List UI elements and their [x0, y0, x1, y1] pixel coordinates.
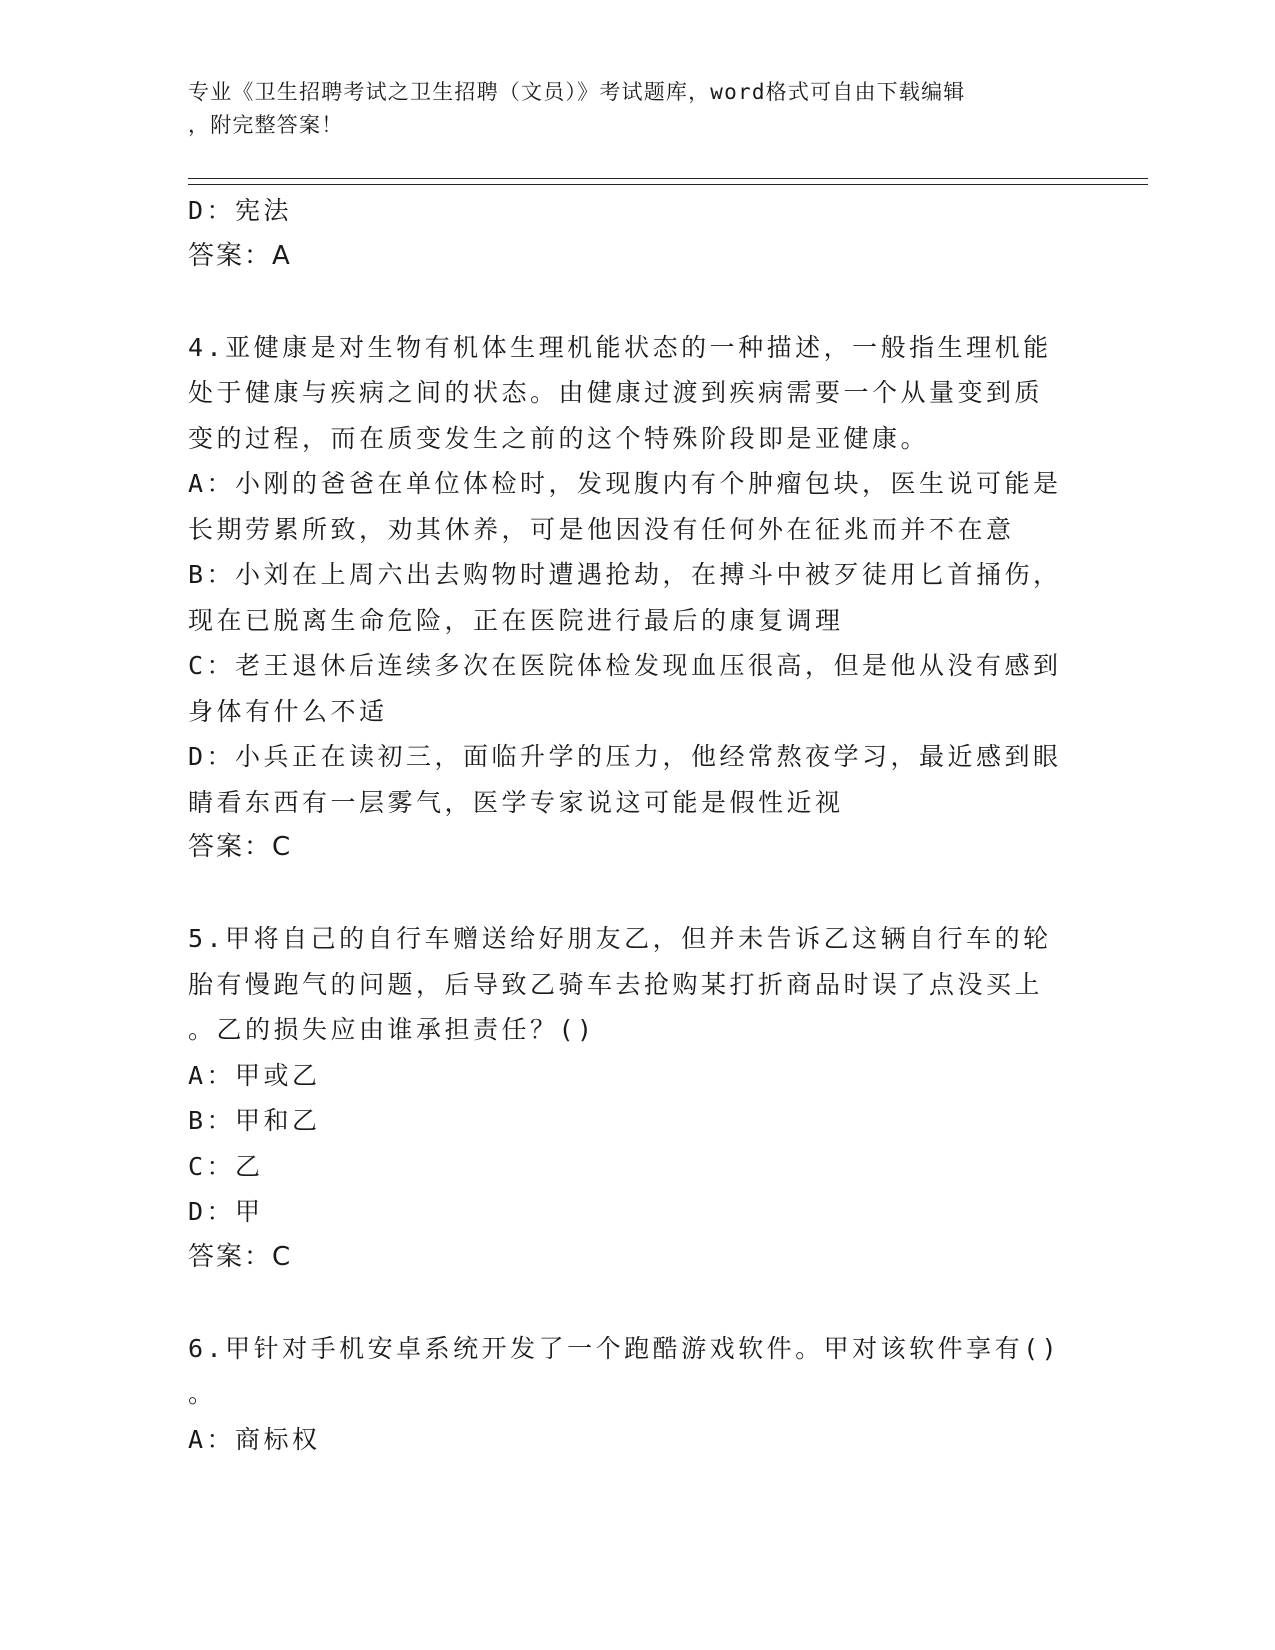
q4-option-b: 现在已脱离生命危险，正在医院进行最后的康复调理	[188, 605, 844, 635]
q5-option-c: C：乙	[188, 1151, 264, 1181]
question-4	[188, 325, 1068, 871]
q4-option-b: B：小刘在上周六出去购物时遭遇抢劫，在搏斗中被歹徒用匕首捅伤，	[188, 560, 1062, 589]
q4-option-d: 睛看东西有一层雾气，医学专家说这可能是假性近视	[188, 787, 844, 817]
q3-option-d: D：宪法	[188, 196, 293, 225]
q6-option-a: A：商标权	[188, 1424, 321, 1454]
q5-stem-line: 。乙的损失应由谁承担责任？()	[188, 1015, 596, 1044]
q4-stem-line: 4.亚健康是对生物有机体生理机能状态的一种描述，一般指生理机能	[188, 332, 1052, 362]
header-double-rule	[188, 178, 1148, 185]
q4-option-c: 身体有什么不适	[188, 696, 388, 726]
question-6	[188, 1326, 1068, 1463]
spacer	[188, 279, 1068, 325]
q4-answer: 答案：C	[188, 832, 293, 862]
question-5	[188, 916, 1068, 1280]
q4-option-c: C：老王退休后连续多次在医院体检发现血压很高，但是他从没有感到	[188, 651, 1062, 680]
q4-option-a: 长期劳累所致，劝其休养，可是他因没有任何外在征兆而并不在意	[188, 514, 1015, 544]
q4-stem-line: 处于健康与疾病之间的状态。由健康过渡到疾病需要一个从量变到质	[188, 378, 1044, 407]
q5-option-d: D：甲	[188, 1197, 264, 1226]
q5-answer: 答案：C	[188, 1241, 293, 1272]
spacer	[188, 1280, 1068, 1326]
spacer	[188, 871, 1068, 917]
q4-option-a: A：小刚的爸爸在单位体检时，发现腹内有个肿瘤包块，医生说可能是	[188, 469, 1062, 498]
q5-option-b: B：甲和乙	[188, 1106, 321, 1135]
q4-option-d: D：小兵正在读初三，面临升学的压力，他经常熬夜学习，最近感到眼	[188, 742, 1062, 771]
question-content	[188, 188, 1068, 1462]
q5-stem-line: 5.甲将自己的自行车赠送给好朋友乙，但并未告诉乙这辆自行车的轮	[188, 924, 1052, 953]
q5-option-a: A：甲或乙	[188, 1060, 321, 1090]
page-header	[188, 76, 1068, 142]
q6-stem-line: 。	[188, 1379, 217, 1408]
q4-stem-line: 变的过程，而在质变发生之前的这个特殊阶段即是亚健康。	[188, 423, 930, 453]
q5-stem-line: 胎有慢跑气的问题，后导致乙骑车去抢购某打折商品时误了点没买上	[188, 969, 1044, 999]
q3-answer: 答案：A	[188, 240, 292, 271]
q6-stem-line: 6.甲针对手机安卓系统开发了一个跑酷游戏软件。甲对该软件享有()	[188, 1333, 1061, 1363]
header-line-1: 专业《卫生招聘考试之卫生招聘（文员）》考试题库，word格式可自由下载编辑	[188, 80, 966, 104]
header-line-2: ，附完整答案！	[188, 113, 344, 137]
